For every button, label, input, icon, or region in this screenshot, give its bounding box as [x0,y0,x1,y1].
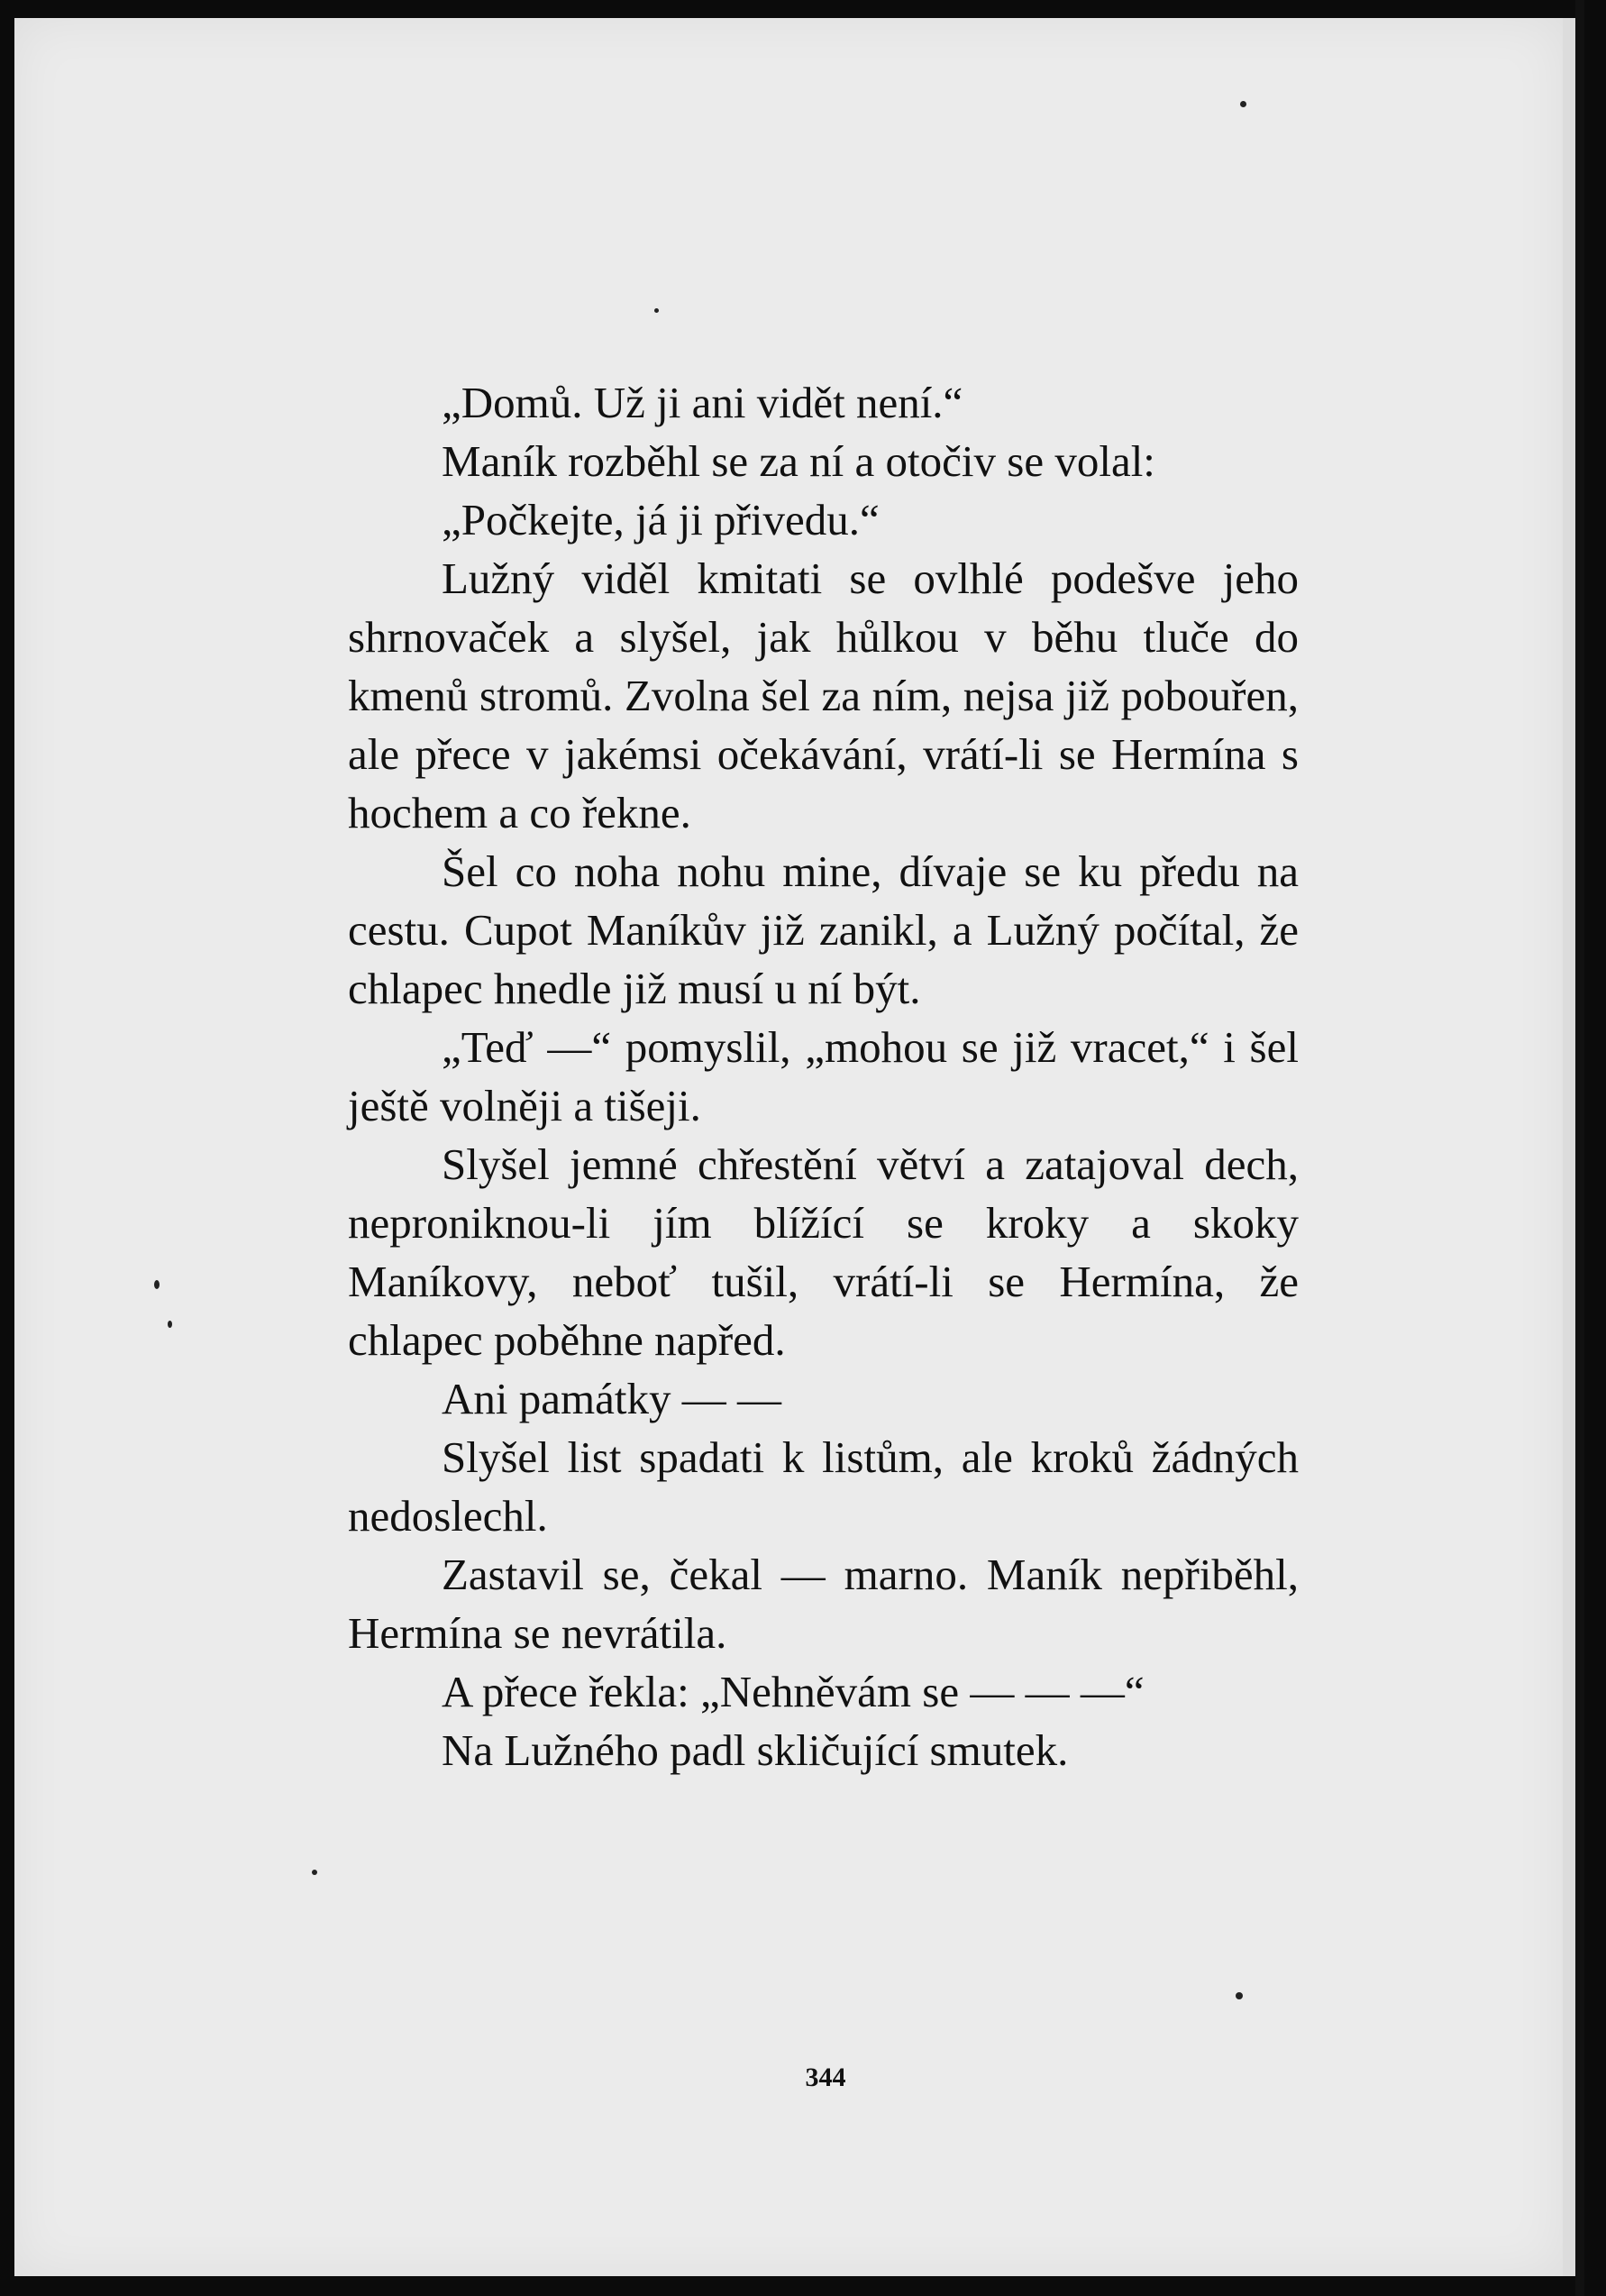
paragraph: Zastavil se, čekal — marno. Maník nepřiběhl, Hermína se nevrátila. [348,1550,1299,1658]
paragraph: „Teď —“ pomyslil, „mohou se již vracet,“ i šel ještě volněji a tišeji. [348,1022,1299,1130]
page-number: 344 [805,2063,846,2092]
ink-speck [312,1870,317,1875]
paragraph: Slyšel jemné chřestění větví a zatajoval dech, neproniknou-li jím blížící se kroky a skoky Maníkovy, neboť tušil, vrátí-li se Hermína, že chlapec poběhne napřed. [348,1139,1299,1365]
paragraph: Lužný viděl kmitati se ovlhlé podešve jeho shrnovaček a slyšel, jak hůlkou v běhu tluče do kmenů stromů. Zvolna šel za ním, nejsa již pobouřen, ale přece v jakémsi očekávání, vrátí-li se Hermína s hochem a co řekne. [348,553,1299,837]
ink-speck [654,308,659,313]
paragraph: Maník rozběhl se za ní a otočiv se volal: [442,436,1155,486]
paragraph: „Domů. Už ji ani vidět není.“ [442,378,963,427]
ink-speck [154,1280,160,1289]
paragraph: Ani památky — — [442,1374,781,1423]
paragraph: Šel co noha nohu mine, dívaje se ku předu na cestu. Cupot Maníkův již zanikl, a Lužný počítal, že chlapec hnedle již musí u ní být. [348,846,1299,1013]
paragraph: „Počkejte, já ji přivedu.“ [442,495,880,544]
body-text [348,373,1299,1779]
ink-speck [168,1321,172,1328]
page-edge [1563,18,1575,2276]
paragraph: Slyšel list spadati k listům, ale kroků žádných nedoslechl. [348,1432,1299,1541]
binding-shadow [1575,0,1584,2296]
ink-speck [1236,1992,1243,1999]
paragraph: Na Lužného padl skličující smutek. [442,1725,1069,1775]
ink-speck [1240,101,1246,107]
book-page [14,18,1563,2276]
paragraph: A přece řekla: „Nehněvám se — — —“ [442,1667,1145,1716]
